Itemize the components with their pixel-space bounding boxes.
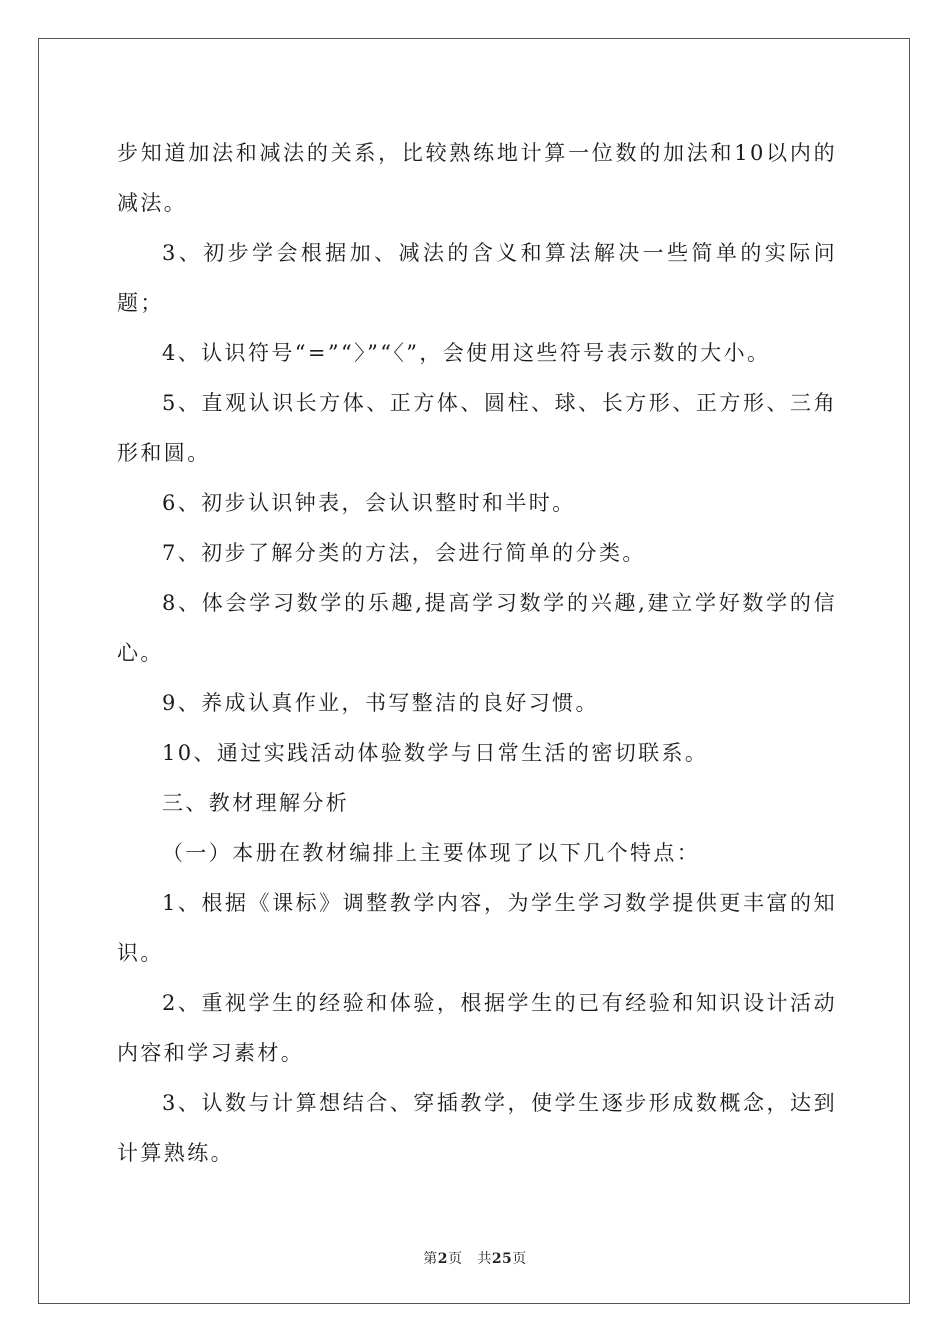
paragraph-7: 8、体会学习数学的乐趣,提高学习数学的兴趣,建立学好数学的信心。	[117, 591, 837, 665]
section-heading: 三、教材理解分析	[162, 791, 350, 815]
paragraph-14: 3、认数与计算想结合、穿插教学，使学生逐步形成数概念，达到计算熟练。	[117, 1091, 837, 1165]
paragraph-5: 6、初步认识钟表，会认识整时和半时。	[162, 491, 576, 515]
document-body	[117, 128, 837, 1178]
paragraph-3: 4、认识符号“=”“〉”“〈”，会使用这些符号表示数的大小。	[162, 341, 771, 365]
footer-page-number: 2	[437, 1251, 448, 1267]
footer-page-suffix: 页	[447, 1251, 463, 1267]
paragraph-9: 10、通过实践活动体验数学与日常生活的密切联系。	[162, 741, 709, 765]
paragraph-12: 1、根据《课标》调整教学内容，为学生学习数学提供更丰富的知识。	[117, 891, 837, 965]
paragraph-1: 步知道加法和减法的关系，比较熟练地计算一位数的加法和10以内的减法。	[117, 141, 837, 215]
subsection-heading: （一）本册在教材编排上主要体现了以下几个特点：	[162, 841, 701, 865]
footer-total-suffix: 页	[512, 1251, 527, 1267]
page-footer	[0, 1248, 950, 1268]
paragraph-6: 7、初步了解分类的方法，会进行简单的分类。	[162, 541, 646, 565]
paragraph-2: 3、初步学会根据加、减法的含义和算法解决一些简单的实际问题；	[117, 241, 837, 315]
footer-total-pages: 25	[491, 1251, 513, 1267]
paragraph-4: 5、直观认识长方体、正方体、圆柱、球、长方形、正方形、三角形和圆。	[117, 391, 837, 465]
footer-total-prefix: 共	[477, 1251, 492, 1267]
paragraph-8: 9、养成认真作业，书写整洁的良好习惯。	[162, 691, 599, 715]
paragraph-13: 2、重视学生的经验和体验，根据学生的已有经验和知识设计活动内容和学习素材。	[117, 991, 837, 1065]
footer-prefix: 第	[423, 1251, 438, 1267]
